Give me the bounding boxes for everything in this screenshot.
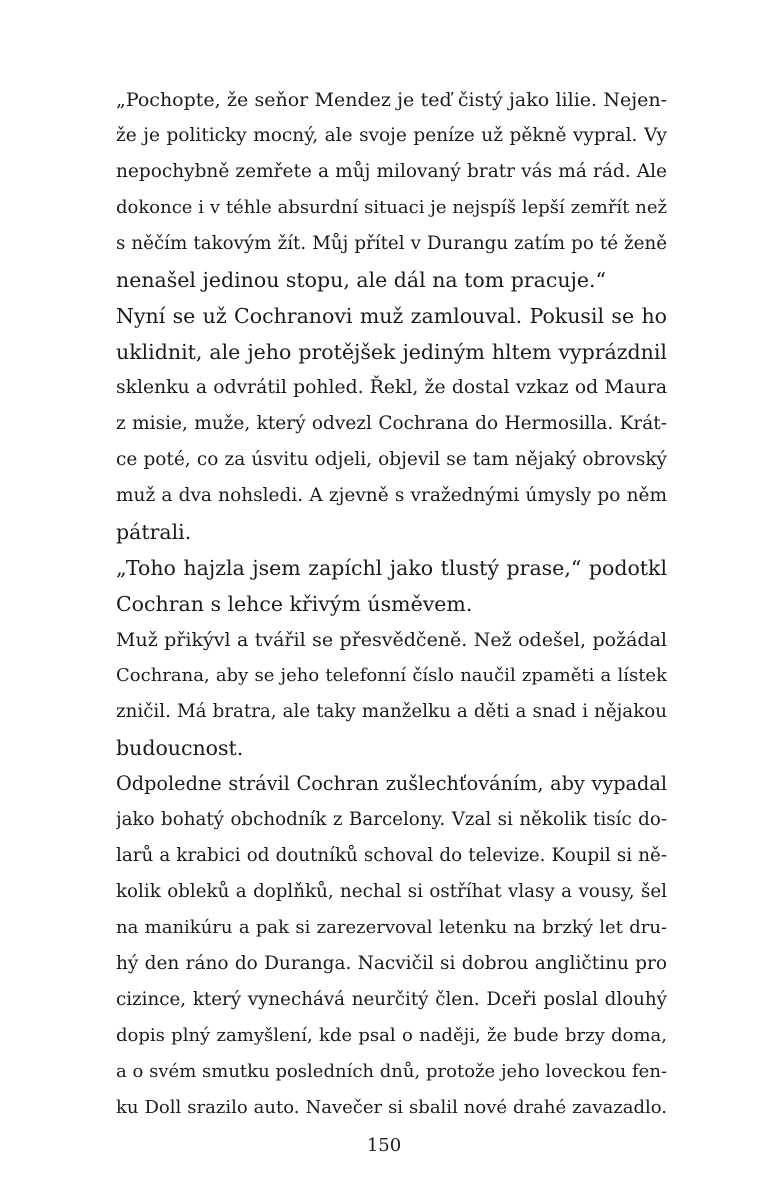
text-line: ce poté, co za úsvitu odjeli, objevil se tam nějaký obrovský xyxy=(116,449,667,470)
text-line: kolik obleků a doplňků, nechal si ostříhat vlasy a vousy, šel xyxy=(116,881,667,902)
text-line: zničil. Má bratra, ale taky manželku a děti a snad i nějakou xyxy=(116,701,667,722)
text-line: muž a dva nohsledi. A zjevně s vražednými úmysly po něm xyxy=(116,485,667,506)
text-line: cizince, který vynechává neurčitý člen. Dceři poslal dlouhý xyxy=(116,989,667,1010)
text-line: nepochybně zemřete a můj milovaný bratr vás má rád. Ale xyxy=(116,161,667,182)
text-line: pátrali. xyxy=(116,520,192,544)
text-line: s něčím takovým žít. Můj přítel v Durangu zatím po té ženě xyxy=(116,233,667,254)
text-line: budoucnost. xyxy=(116,736,244,760)
text-line: Nyní se už Cochranovi muž zamlouval. Pokusil se ho xyxy=(116,304,667,328)
text-line: a o svém smutku posledních dnů, protože jeho loveckou fen- xyxy=(116,1061,667,1082)
text-line: Muž přikývl a tvářil se přesvědčeně. Než odešel, požádal xyxy=(116,629,667,651)
page-number: 150 xyxy=(366,1135,402,1156)
text-line: že je politicky mocný, ale svoje peníze už pěkně vypral. Vy xyxy=(116,125,667,146)
text-line: ku Doll srazilo auto. Navečer si sbalil nové drahé zavazadlo. xyxy=(116,1097,667,1118)
text-line: dopis plný zamyšlení, kde psal o naději, že bude brzy doma, xyxy=(116,1025,667,1046)
text-line: hý den ráno do Duranga. Nacvičil si dobrou angličtinu pro xyxy=(116,953,667,974)
text-line: „Pochopte, že seňor Mendez je teď čistý jako lilie. Nejen- xyxy=(116,89,667,111)
text-line: larů a krabici od doutníků schoval do televize. Koupil si ně- xyxy=(116,845,667,866)
text-line: na manikúru a pak si zarezervoval letenku na brzký let dru- xyxy=(116,917,667,938)
text-line: nenašel jedinou stopu, ale dál na tom pracuje.“ xyxy=(116,268,607,292)
text-line: sklenku a odvrátil pohled. Řekl, že dostal vzkaz od Maura xyxy=(116,377,667,398)
text-line: „Toho hajzla jsem zapíchl jako tlustý prase,“ podotkl xyxy=(116,556,667,580)
text-line: Cochran s lehce křivým úsměvem. xyxy=(116,592,473,616)
text-line: z misie, muže, který odvezl Cochrana do Hermosilla. Krát- xyxy=(116,413,667,434)
text-line: Odpoledne strávil Cochran zušlechťováním, aby vypadal xyxy=(116,772,667,795)
text-line: Cochrana, aby se jeho telefonní číslo naučil zpaměti a lístek xyxy=(116,665,667,686)
text-line: dokonce i v téhle absurdní situaci je nejspíš lepší zemřít než xyxy=(116,197,667,218)
text-line: uklidnit, ale jeho protějšek jediným hltem vyprázdnil xyxy=(116,340,667,364)
text-line: jako bohatý obchodník z Barcelony. Vzal si několik tisíc do- xyxy=(116,809,667,830)
